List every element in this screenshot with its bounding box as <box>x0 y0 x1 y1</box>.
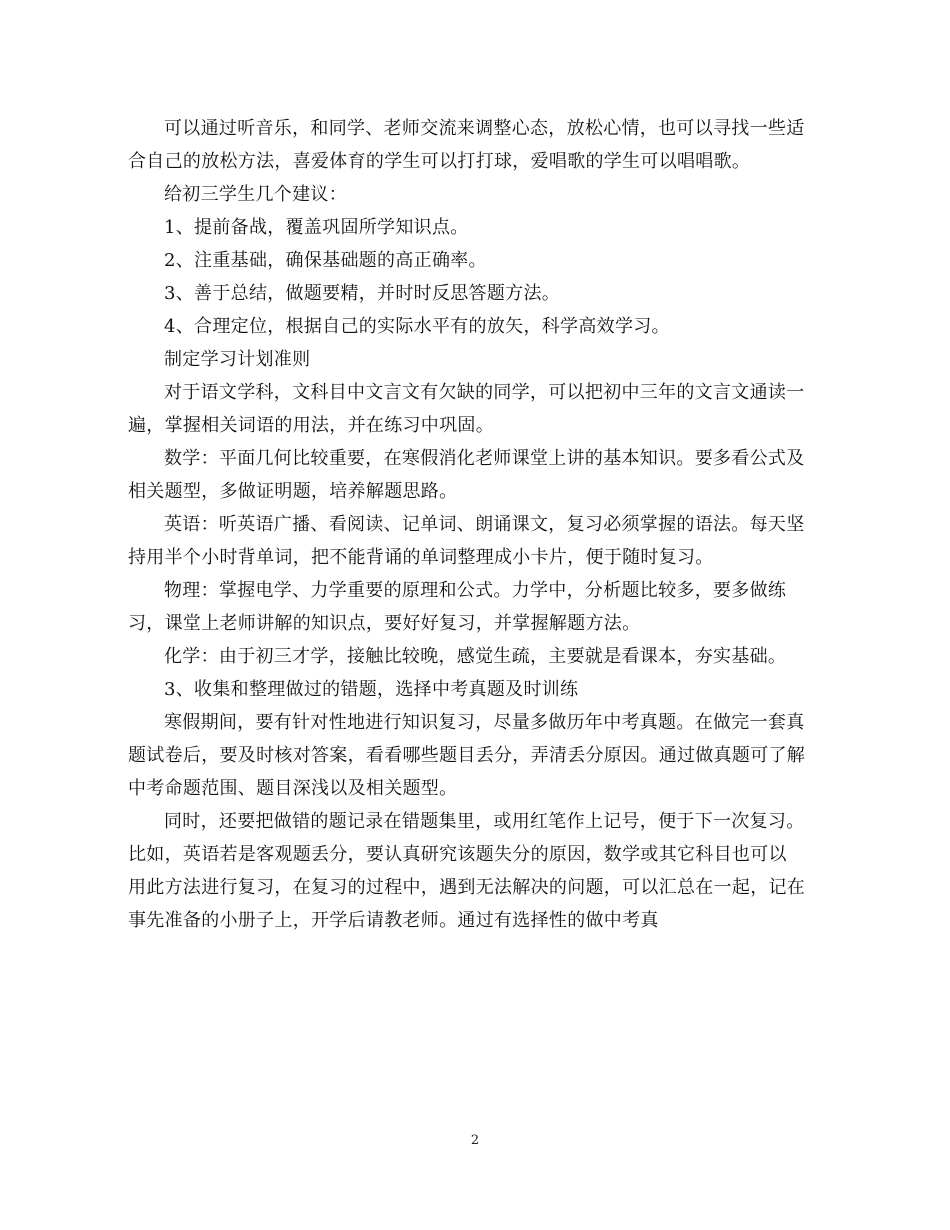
paragraph-plan-heading: 制定学习计划准则 <box>164 349 311 370</box>
paragraph-suggestion-4: 4、合理定位，根据自己的实际水平有的放矢，科学高效学习。 <box>164 316 670 337</box>
paragraph-english: 英语：听英语广播、看阅读、记单词、朗诵课文，复习必须掌握的语法。每天坚持用半个小时背单词，把不能背诵的单词整理成小卡片，便于随时复习。 <box>128 514 805 568</box>
paragraph-error-notebook: 同时，还要把做错的题记录在错题集里，或用红笔作上记号，便于下一次复习。比如，英语若是客观题丢分，要认真研究该题失分的原因，数学或其它科目也可以 用此方法进行复习，在复习的过程中，遇到无法解决的问题，可以汇总在一起，记在事先准备的小册子上，开学后请教老师。通过有选择性的做中考真 <box>128 811 806 931</box>
paragraph-suggestion-2: 2、注重基础，确保基础题的高正确率。 <box>164 250 487 271</box>
document-body <box>128 112 810 937</box>
paragraph-suggestion-1: 1、提前备战，覆盖巩固所学知识点。 <box>164 217 469 238</box>
paragraph-chinese: 对于语文学科，文科目中文言文有欠缺的同学，可以把初中三年的文言文通读一遍，掌握相关词语的用法，并在练习中巩固。 <box>128 382 805 436</box>
paragraph-chemistry: 化学：由于初三才学，接触比较晚，感觉生疏，主要就是看课本，夯实基础。 <box>164 646 787 667</box>
paragraph-winter-review: 寒假期间，要有针对性地进行知识复习，尽量多做历年中考真题。在做完一套真题试卷后，要及时核对答案，看看哪些题目丢分，弄清丢分原因。通过做真题可了解中考命题范围、题目深浅以及相关题型。 <box>128 712 806 799</box>
paragraph-relax-methods: 可以通过听音乐，和同学、老师交流来调整心态，放松心情，也可以寻找一些适合自己的放松方法，喜爱体育的学生可以打打球，爱唱歌的学生可以唱唱歌。 <box>128 118 805 172</box>
paragraph-math: 数学：平面几何比较重要，在寒假消化老师课堂上讲的基本知识。要多看公式及相关题型，多做证明题，培养解题思路。 <box>128 448 805 502</box>
paragraph-suggestions-heading: 给初三学生几个建议： <box>164 184 347 205</box>
page-number: 2 <box>470 1133 480 1148</box>
paragraph-error-collection-heading: 3、收集和整理做过的错题，选择中考真题及时训练 <box>164 679 579 700</box>
paragraph-suggestion-3: 3、善于总结，做题要精，并时时反思答题方法。 <box>164 283 561 304</box>
paragraph-physics: 物理：掌握电学、力学重要的原理和公式。力学中，分析题比较多，要多做练习，课堂上老师讲解的知识点，要好好复习，并掌握解题方法。 <box>128 580 787 634</box>
